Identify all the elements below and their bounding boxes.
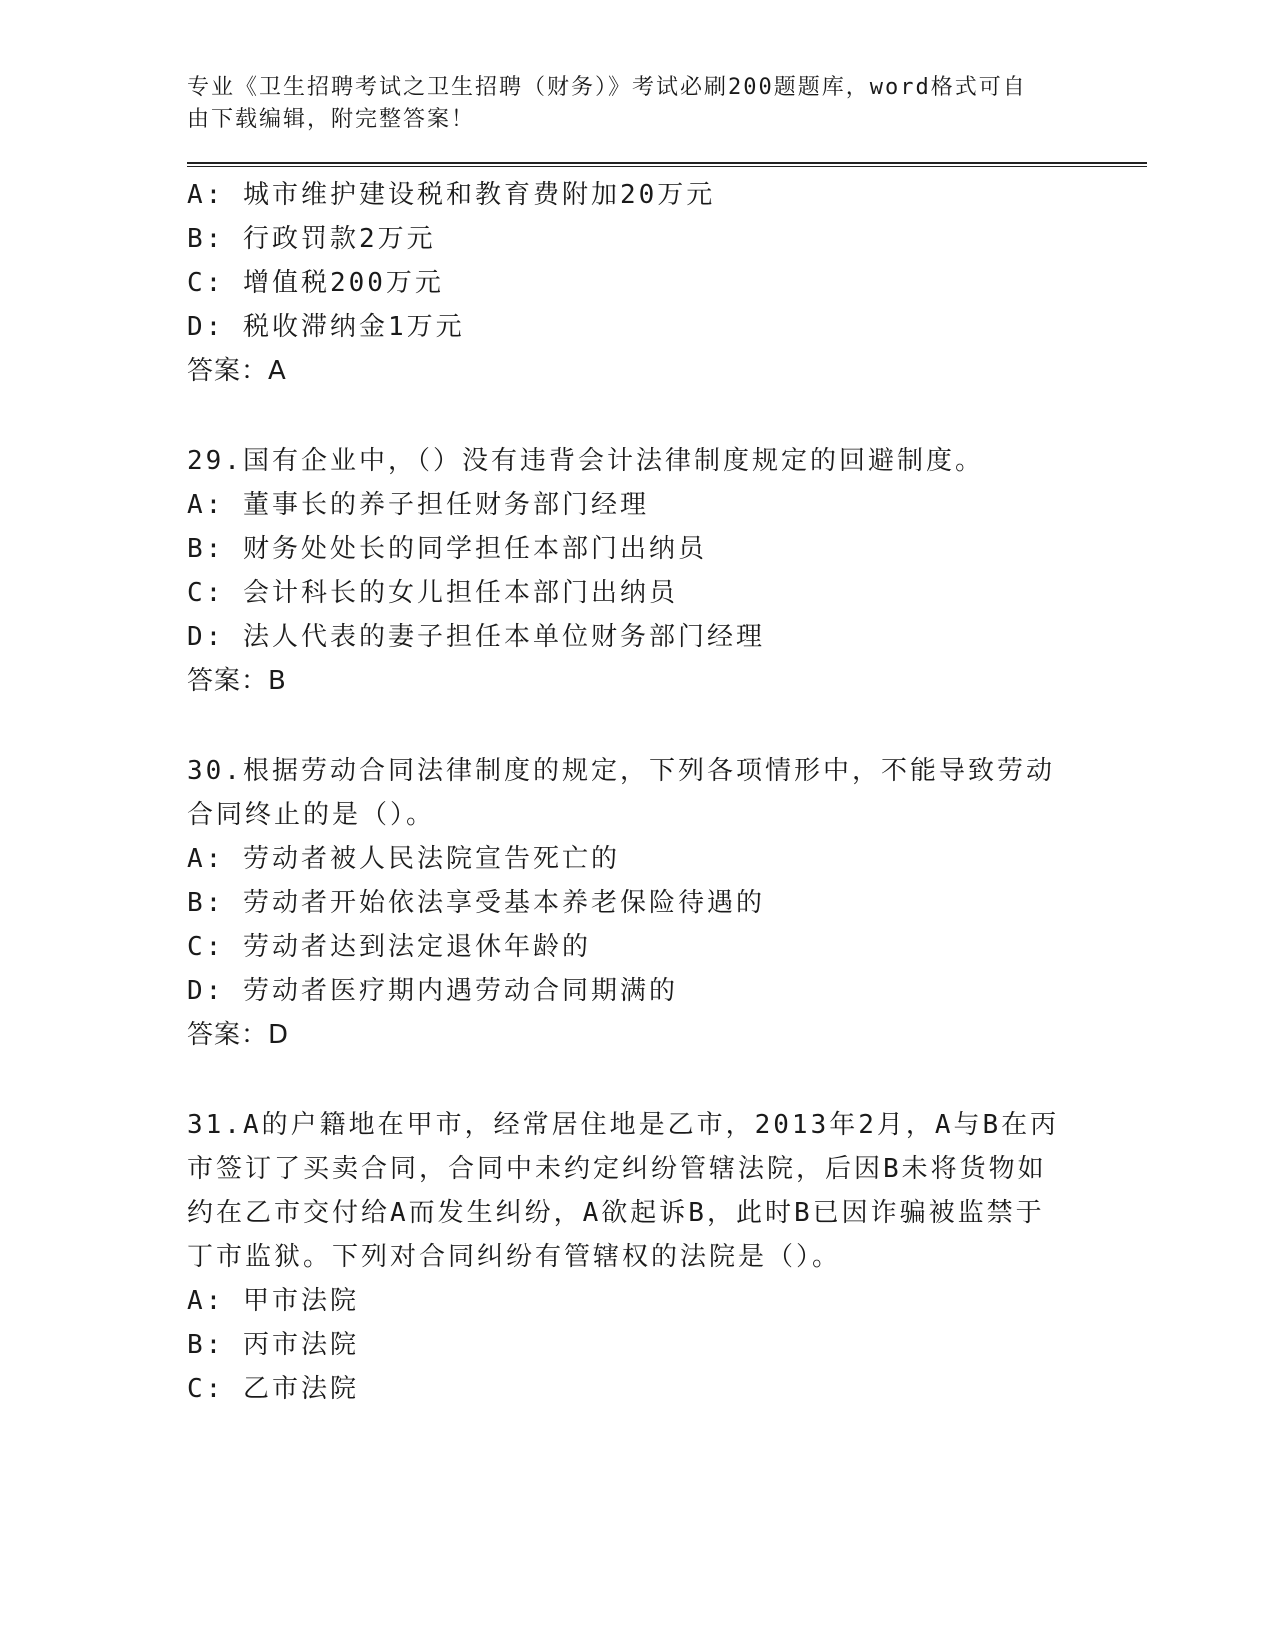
document-header: 专业《卫生招聘考试之卫生招聘（财务）》考试必刷200题题库，word格式可自由下载编辑，附完整答案！ [187,75,1027,132]
option-c: C: 增值税200万元 [187,268,444,298]
option-a: A: 城市维护建设税和教育费附加20万元 [187,180,716,210]
question-28-block [187,173,1147,393]
option-b: B: 财务处处长的同学担任本部门出纳员 [187,534,707,564]
option-b: B: 劳动者开始依法享受基本养老保险待遇的 [187,888,765,918]
option-b: B: 行政罚款2万元 [187,224,436,254]
option-a: A: 甲市法院 [187,1286,359,1316]
answer-line: 答案：B [187,666,287,696]
option-b: B: 丙市法院 [187,1330,359,1360]
question-29-block [187,439,1147,703]
option-c: C: 乙市法院 [187,1374,359,1404]
option-a: A: 董事长的养子担任财务部门经理 [187,490,649,520]
option-d: D: 劳动者医疗期内遇劳动合同期满的 [187,976,678,1006]
spacer [187,703,1147,749]
option-d: D: 税收滞纳金1万元 [187,312,465,342]
spacer [187,1057,1147,1103]
option-d: D: 法人代表的妻子担任本单位财务部门经理 [187,622,765,652]
answer-line: 答案：A [187,356,287,386]
option-c: C: 会计科长的女儿担任本部门出纳员 [187,578,678,608]
header-divider [187,162,1147,167]
question-stem: 29.国有企业中，（）没有违背会计法律制度规定的回避制度。 [187,446,984,476]
option-a: A: 劳动者被人民法院宣告死亡的 [187,844,620,874]
option-c: C: 劳动者达到法定退休年龄的 [187,932,591,962]
question-stem: 30.根据劳动合同法律制度的规定，下列各项情形中，不能导致劳动合同终止的是（）。 [187,756,1055,830]
question-30-block [187,749,1147,1057]
question-31-block [187,1103,1147,1411]
spacer [187,393,1147,439]
answer-line: 答案：D [187,1020,290,1050]
document-page [187,72,1147,1411]
question-stem: 31.A的户籍地在甲市，经常居住地是乙市，2013年2月，A与B在丙市签订了买卖合同，合同中未约定纠纷管辖法院，后因B未将货物如约在乙市交付给A而发生纠纷，A欲起诉B，此时B已因诈骗被监禁于丁市监狱。下列对合同纠纷有管辖权的法院是（）。 [187,1110,1060,1272]
